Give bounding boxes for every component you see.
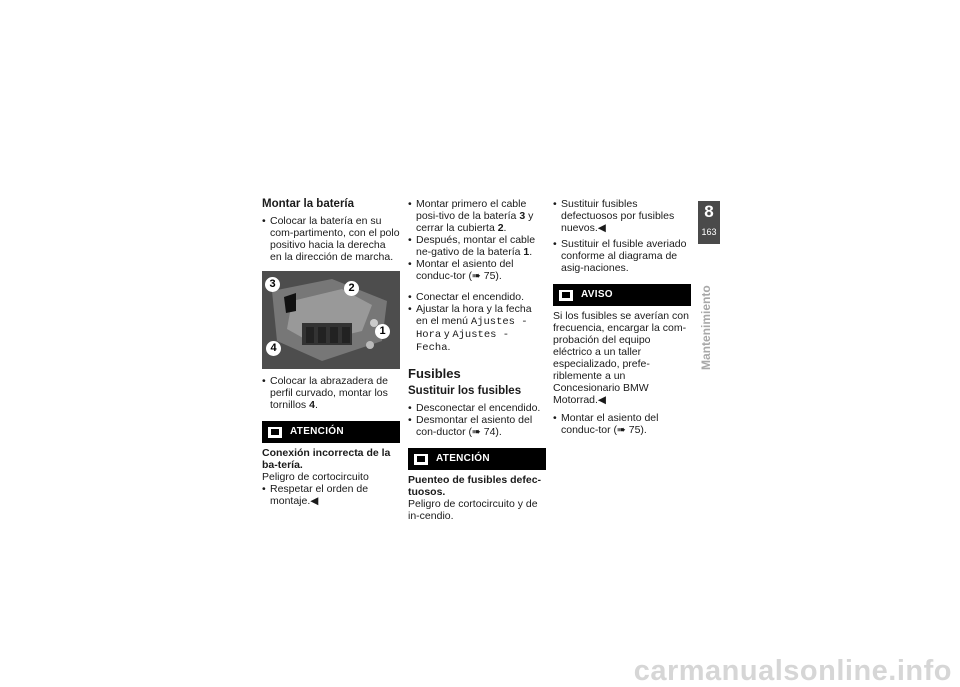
warning-text: Peligro de cortocircuito y de in-cendio. (408, 498, 538, 522)
steps-list-2 (553, 238, 691, 274)
watermark: carmanualsonline.info (633, 655, 952, 687)
callout-2: 2 (344, 281, 359, 296)
list-item: • Sustituir fusibles defectuosos por fusibles nuevos.◀ (553, 198, 691, 234)
list-item: • Conectar el encendido. (408, 291, 546, 303)
warning-icon (414, 454, 428, 465)
column-1 (262, 198, 400, 507)
callout-3: 3 (265, 277, 280, 292)
steps-list-2 (262, 375, 400, 411)
warning-title: Puenteo de fusibles defec-tuosos. (408, 474, 542, 498)
chapter-number: 8 (704, 202, 714, 221)
list-item: • Montar el asiento del conduc-tor (➠ 75). (553, 412, 691, 436)
list-item: • Desconectar el encendido. (408, 402, 546, 414)
notice-banner (553, 284, 691, 306)
steps-list-2 (408, 291, 546, 354)
steps-list (262, 215, 400, 263)
list-item: • Ajustar la hora y la fecha en el menú Ajustes - Hora y Ajustes - Fecha. (408, 303, 546, 354)
list-item: • Montar el asiento del conduc-tor (➠ 75). (408, 258, 546, 282)
list-item: • Desmontar el asiento del con-ductor (➠ 74). (408, 414, 546, 438)
chapter-side-label: Mantenimiento (699, 285, 713, 370)
warning-label: ATENCIÓN (436, 453, 490, 464)
warning-list (262, 483, 400, 507)
list-item: • Montar primero el cable posi-tivo de la batería 3 y cerrar la cubierta 2. (408, 198, 546, 234)
steps-list-3 (553, 412, 691, 436)
warning-icon (268, 427, 282, 438)
chapter-tab (698, 201, 720, 244)
callout-4: 4 (266, 341, 281, 356)
section-heading-montar-bateria: Montar la batería (262, 198, 355, 210)
battery-illustration (262, 271, 400, 369)
list-item: • Sustituir el fusible averiado conforme al diagrama de asig-naciones. (553, 238, 691, 274)
list-item: • Colocar la batería en su com-partimento, con el polo positivo hacia la derecha en la dirección de marcha. (262, 215, 400, 263)
list-item: • Respetar el orden de montaje.◀ (262, 483, 400, 507)
steps-list (553, 198, 691, 234)
column-2 (408, 198, 546, 522)
warning-text: Peligro de cortocircuito (262, 471, 369, 483)
list-item: • Después, montar el cable ne-gativo de la batería 1. (408, 234, 546, 258)
warning-title: Conexión incorrecta de la ba-tería. (262, 447, 391, 471)
steps-list (408, 198, 546, 282)
section-heading-fusibles: Fusibles (408, 366, 461, 381)
notice-label: AVISO (581, 289, 613, 300)
column-3 (553, 198, 691, 436)
menu-path-hora: Ajustes - Hora (416, 316, 528, 341)
notice-text: Si los fusibles se averían con frecuencia, encargar la com-probación del equipo eléctrico a un taller especializado, prefe-riblemente a un Concesionario BMW Motorrad.◀ (553, 310, 689, 406)
menu-path-fecha: Ajustes - Fecha (416, 329, 510, 354)
notice-icon (559, 290, 573, 301)
warning-banner (408, 448, 546, 470)
callout-1: 1 (375, 324, 390, 339)
list-item: • Colocar la abrazadera de perfil curvado, montar los tornillos 4. (262, 375, 400, 411)
page-number: 163 (701, 227, 717, 237)
subsection-heading: Sustituir los fusibles (408, 385, 522, 397)
warning-label: ATENCIÓN (290, 426, 344, 437)
warning-banner (262, 421, 400, 443)
steps-list-3 (408, 402, 546, 438)
battery-photo (262, 271, 400, 369)
